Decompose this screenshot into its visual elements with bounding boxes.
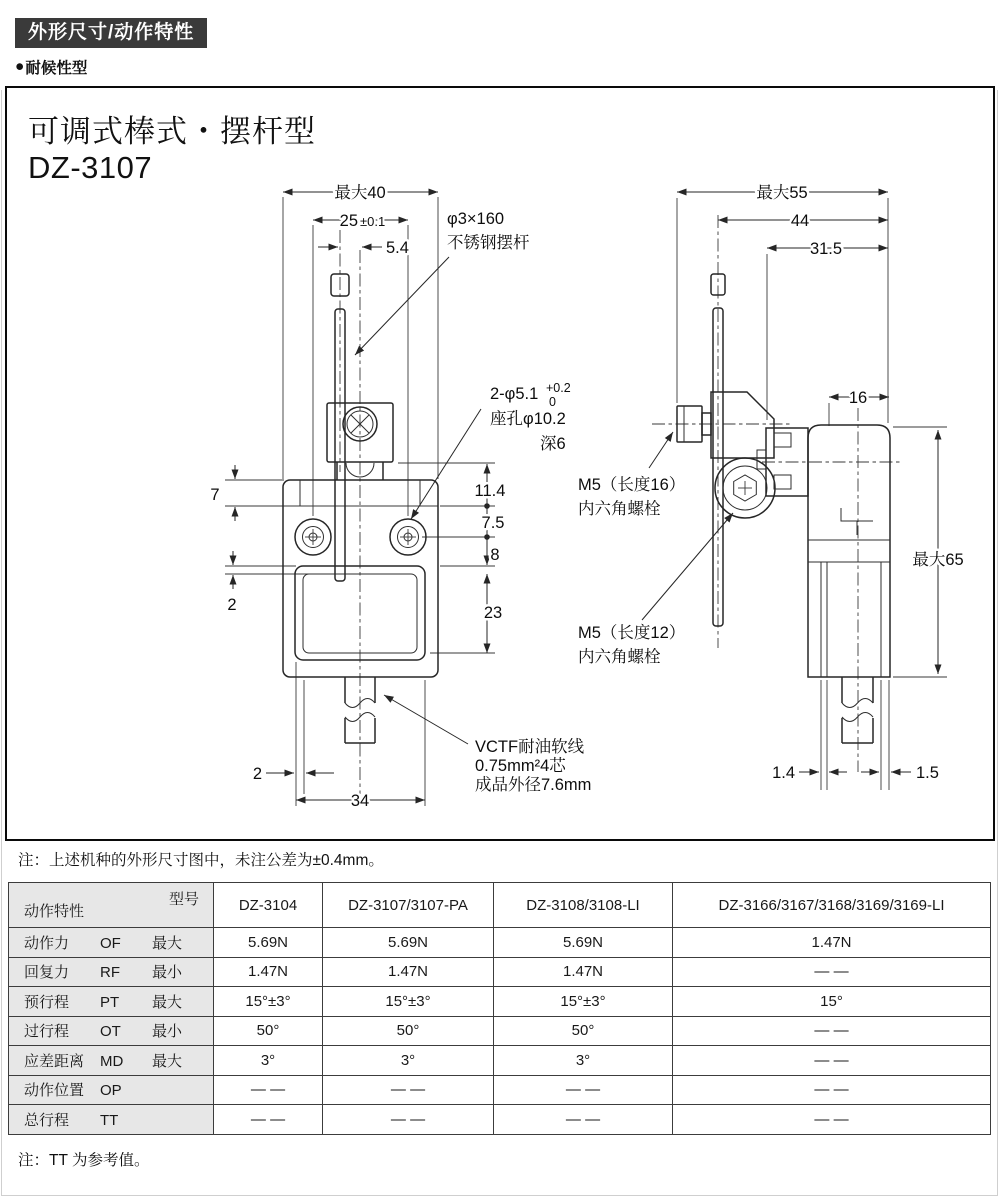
row-name: 动作位置 bbox=[24, 1082, 85, 1100]
cell-value: — — bbox=[214, 1105, 323, 1135]
table-row bbox=[9, 1105, 991, 1135]
weather-type-label bbox=[15, 56, 87, 78]
row-code: OF bbox=[100, 934, 121, 952]
row-name: 应差距离 bbox=[24, 1052, 85, 1070]
dim-base-width: 34 bbox=[350, 792, 370, 810]
dim-8: 8 bbox=[490, 546, 500, 564]
row-code: MD bbox=[100, 1052, 124, 1070]
row-qualifier: 最大 bbox=[152, 993, 183, 1011]
column-header-model: DZ-3104 bbox=[214, 883, 323, 928]
cell-value: 50° bbox=[323, 1016, 494, 1046]
cable-core-label: 0.75mm²4芯 bbox=[475, 757, 566, 775]
cell-value: 1.47N bbox=[323, 957, 494, 987]
bullet-icon: ● bbox=[15, 58, 25, 75]
corner-characteristic-label: 动作特性 bbox=[24, 903, 85, 920]
dim-cable-offset: 2 bbox=[252, 765, 262, 783]
tolerance-note: 注：上述机种的外形尺寸图中，未注公差为±0.4mm。 bbox=[18, 852, 384, 869]
bolt12-spec-label: M5（长度12） bbox=[578, 624, 686, 642]
cell-value: — — bbox=[494, 1075, 673, 1105]
spec-table bbox=[8, 882, 991, 1135]
table-header-row bbox=[9, 883, 991, 928]
row-name: 过行程 bbox=[24, 1023, 70, 1041]
row-qualifier: 最大 bbox=[152, 934, 183, 952]
cell-value: — — bbox=[673, 1016, 991, 1046]
row-qualifier: 最大 bbox=[152, 1052, 183, 1070]
dim-1-5: 1.5 bbox=[916, 764, 939, 782]
cell-value: — — bbox=[323, 1105, 494, 1135]
cell-value: 15°±3° bbox=[323, 987, 494, 1017]
cell-value: — — bbox=[673, 1105, 991, 1135]
column-header-model: DZ-3166/3167/3168/3169/3169-LI bbox=[673, 883, 991, 928]
rod-material-label: 不锈钢摆杆 bbox=[447, 234, 530, 252]
dim-rod-offset: 5.4 bbox=[386, 239, 409, 257]
drawing-panel bbox=[5, 86, 995, 841]
hole-tol-lower: 0 bbox=[549, 395, 556, 409]
row-code: TT bbox=[100, 1111, 119, 1129]
corner-model-label: 型号 bbox=[168, 891, 199, 908]
table-row bbox=[9, 1016, 991, 1046]
model-number: DZ-3107 bbox=[28, 150, 153, 185]
cell-value: — — bbox=[323, 1075, 494, 1105]
cell-value: — — bbox=[673, 1075, 991, 1105]
cell-value: 3° bbox=[494, 1046, 673, 1076]
cell-value: — — bbox=[214, 1075, 323, 1105]
dim-side-overall-width: 最大55 bbox=[756, 184, 808, 202]
bolt16-spec-label: M5（长度16） bbox=[578, 476, 686, 494]
counterbore-label: 座孔φ10.2 bbox=[490, 410, 566, 428]
cell-value: 3° bbox=[323, 1046, 494, 1076]
dim-7-5: 7.5 bbox=[481, 514, 505, 532]
dim-11-4: 11.4 bbox=[474, 482, 506, 500]
dim-hole-pitch: 25 bbox=[339, 212, 358, 230]
section-header-badge: 外形尺寸/动作特性 bbox=[15, 18, 207, 48]
row-code: OP bbox=[100, 1082, 122, 1100]
column-header-model: DZ-3108/3108-LI bbox=[494, 883, 673, 928]
cell-value: 15° bbox=[673, 987, 991, 1017]
cable-od-label: 成品外径7.6mm bbox=[475, 776, 592, 794]
bolt16-type-label: 内六角螺栓 bbox=[578, 500, 661, 518]
dim-1-4: 1.4 bbox=[772, 764, 795, 782]
dim-hole-pitch-tol: ±0.1 bbox=[360, 214, 386, 229]
hole-spec-label: 2-φ5.1 bbox=[490, 385, 539, 403]
cell-value: — — bbox=[494, 1105, 673, 1135]
table-row bbox=[9, 1075, 991, 1105]
depth-label: 深6 bbox=[540, 435, 566, 453]
row-code: OT bbox=[100, 1023, 121, 1041]
dim-top-step: 7 bbox=[210, 486, 220, 504]
cell-value: — — bbox=[673, 1046, 991, 1076]
dim-overall-height: 最大65 bbox=[912, 551, 964, 569]
row-code: RF bbox=[100, 964, 120, 982]
row-name: 回复力 bbox=[24, 964, 70, 982]
dim-overall-width: 最大40 bbox=[334, 184, 386, 202]
tt-reference-note: 注：TT 为参考值。 bbox=[18, 1152, 150, 1169]
row-code: PT bbox=[100, 993, 120, 1011]
cell-value: 15°±3° bbox=[494, 987, 673, 1017]
bolt12-type-label: 内六角螺栓 bbox=[578, 648, 661, 666]
row-qualifier: 最小 bbox=[152, 1023, 183, 1041]
cell-value: 50° bbox=[214, 1016, 323, 1046]
table-corner-cell bbox=[9, 883, 214, 928]
row-qualifier: 最小 bbox=[152, 964, 183, 982]
cell-value: 5.69N bbox=[323, 928, 494, 958]
cell-value: — — bbox=[673, 957, 991, 987]
cell-value: 15°±3° bbox=[214, 987, 323, 1017]
table-row bbox=[9, 987, 991, 1017]
table-row bbox=[9, 928, 991, 958]
type-label-text: 耐候性型 bbox=[25, 60, 88, 77]
table-row bbox=[9, 1046, 991, 1076]
cell-value: 50° bbox=[494, 1016, 673, 1046]
column-header-model: DZ-3107/3107-PA bbox=[323, 883, 494, 928]
row-name: 动作力 bbox=[24, 934, 70, 952]
rod-spec-label: φ3×160 bbox=[447, 210, 505, 228]
dim-16: 16 bbox=[848, 389, 868, 407]
table-row bbox=[9, 957, 991, 987]
dim-23: 23 bbox=[483, 604, 503, 622]
cell-value: 5.69N bbox=[214, 928, 323, 958]
cell-value: 1.47N bbox=[494, 957, 673, 987]
hole-tol-upper: +0.2 bbox=[546, 381, 571, 395]
cell-value: 1.47N bbox=[214, 957, 323, 987]
row-name: 总行程 bbox=[24, 1111, 70, 1129]
cable-type-label: VCTF耐油软线 bbox=[475, 738, 585, 756]
dim-flange-gap: 2 bbox=[227, 596, 237, 614]
cell-value: 5.69N bbox=[494, 928, 673, 958]
cell-value: 3° bbox=[214, 1046, 323, 1076]
row-name: 预行程 bbox=[24, 993, 70, 1011]
page-title: 可调式棒式・摆杆型 bbox=[28, 114, 316, 149]
dim-31-5: 31.5 bbox=[809, 240, 843, 258]
cell-value: 1.47N bbox=[673, 928, 991, 958]
dim-44: 44 bbox=[790, 212, 810, 230]
